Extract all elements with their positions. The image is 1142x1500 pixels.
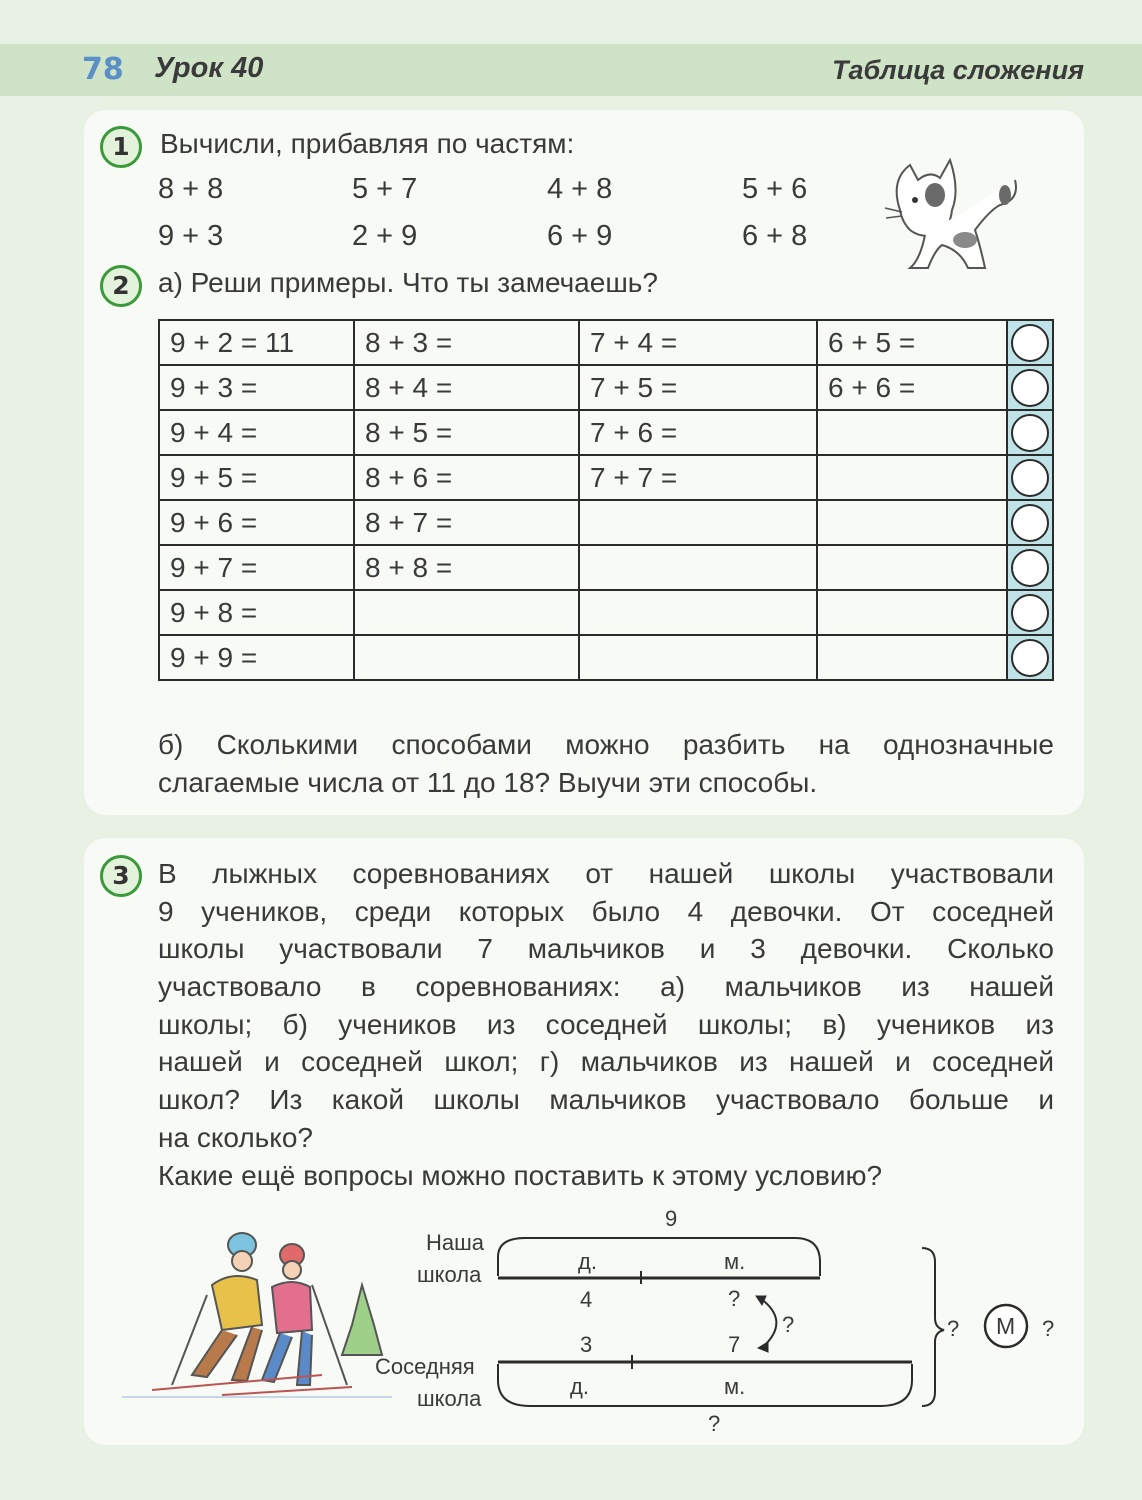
table-cell: 9 + 5 = <box>159 455 354 500</box>
table-cell: 9 + 2 = 11 <box>159 320 354 365</box>
table-cell: 9 + 6 = <box>159 500 354 545</box>
m-question: ? <box>1042 1316 1055 1341</box>
task1-expr: 6 + 9 <box>547 220 613 252</box>
brace-question: ? <box>947 1316 960 1341</box>
other-boys-value: 7 <box>728 1332 741 1357</box>
compare-arrow-head <box>756 1296 766 1305</box>
task3-line: участвовало в соревнованиях: а) мальчиков из нашей <box>158 971 1054 1003</box>
our-boys-value: ? <box>728 1286 741 1311</box>
table-cell: 9 + 4 = <box>159 410 354 455</box>
right-brace <box>922 1248 944 1406</box>
task1-expr: 4 + 8 <box>547 173 613 205</box>
table-cell: 7 + 7 = <box>579 455 817 500</box>
table-cell: 9 + 7 = <box>159 545 354 590</box>
other-total-question: ? <box>708 1411 721 1436</box>
task3-line: В лыжных соревнованиях от нашей школы участвовали <box>158 858 1054 889</box>
lesson-title: Урок 40 <box>154 52 264 84</box>
other-school-arc <box>498 1364 912 1406</box>
our-school-label: Наша <box>426 1230 485 1255</box>
other-girls-value: 3 <box>580 1332 593 1357</box>
table-cell: 8 + 7 = <box>354 500 579 545</box>
our-school-label: школа <box>417 1262 482 1287</box>
table-cell: 9 + 9 = <box>159 635 354 680</box>
task1-number-badge: 1 <box>100 126 142 168</box>
table-cell: 8 + 8 = <box>354 545 579 590</box>
task3-line: 9 учеников, среди которых было 4 девочки. От соседней <box>158 895 1054 927</box>
task1-expr: 2 + 9 <box>352 220 418 252</box>
task3-line: на сколько? <box>158 1121 313 1153</box>
compare-question: ? <box>782 1312 795 1337</box>
task3-line: школы; б) учеников из соседней школы; в) учеников из <box>158 1008 1054 1040</box>
task1-prompt: Вычисли, прибавляя по частям: <box>160 128 575 159</box>
our-girls-value: 4 <box>580 1287 593 1312</box>
topic-title: Таблица сложения <box>832 55 1084 85</box>
task3-question: Какие ещё вопросы можно поставить к этому условию? <box>158 1159 883 1191</box>
task3-number-badge: 3 <box>100 855 142 897</box>
m-label: М <box>996 1313 1016 1339</box>
task1-expr: 5 + 6 <box>742 173 808 205</box>
task1-expr: 5 + 7 <box>352 173 418 205</box>
table-cell: 6 + 5 = <box>817 320 1007 365</box>
task2-number-badge: 2 <box>100 265 142 307</box>
table-cell: 7 + 4 = <box>579 320 817 365</box>
task3-line: школ? Из какой школы мальчиков участвовало больше и <box>158 1084 1054 1116</box>
table-cell: 8 + 4 = <box>354 365 579 410</box>
our-girls-label: д. <box>578 1249 597 1274</box>
table-cell: 8 + 5 = <box>354 410 579 455</box>
other-boys-label: м. <box>724 1374 746 1399</box>
table-cell: 9 + 3 = <box>159 365 354 410</box>
our-school-arc <box>498 1238 820 1276</box>
table-cell: 8 + 3 = <box>354 320 579 365</box>
table-cell: 6 + 6 = <box>817 365 1007 410</box>
task1-expr: 8 + 8 <box>158 173 224 205</box>
other-school-label: школа <box>417 1386 482 1411</box>
table-cell: 9 + 8 = <box>159 590 354 635</box>
our-boys-label: м. <box>724 1249 746 1274</box>
task2-prompt-a: а) Реши примеры. Что ты замечаешь? <box>158 267 658 298</box>
task3-line: школы участвовали 7 мальчиков и 3 девочки. Сколько <box>158 933 1054 965</box>
our-total-value: 9 <box>665 1206 678 1231</box>
task3-line: нашей и соседней школ; г) мальчиков из нашей и соседней <box>158 1046 1054 1078</box>
table-cell: 7 + 6 = <box>579 410 817 455</box>
table-cell: 8 + 6 = <box>354 455 579 500</box>
table-cell: 7 + 5 = <box>579 365 817 410</box>
task2-prompt-b-line: слагаемые числа от 11 до 18? Выучи эти способы. <box>158 766 818 798</box>
other-girls-label: д. <box>570 1374 589 1399</box>
other-school-label: Соседняя <box>375 1354 475 1379</box>
task1-expr: 9 + 3 <box>158 220 224 252</box>
compare-arrow-tail <box>758 1342 768 1352</box>
page-number: 78 <box>82 52 124 87</box>
task2-prompt-b-line: б) Сколькими способами можно разбить на однозначные <box>158 729 1054 760</box>
task1-expr: 6 + 8 <box>742 220 808 252</box>
